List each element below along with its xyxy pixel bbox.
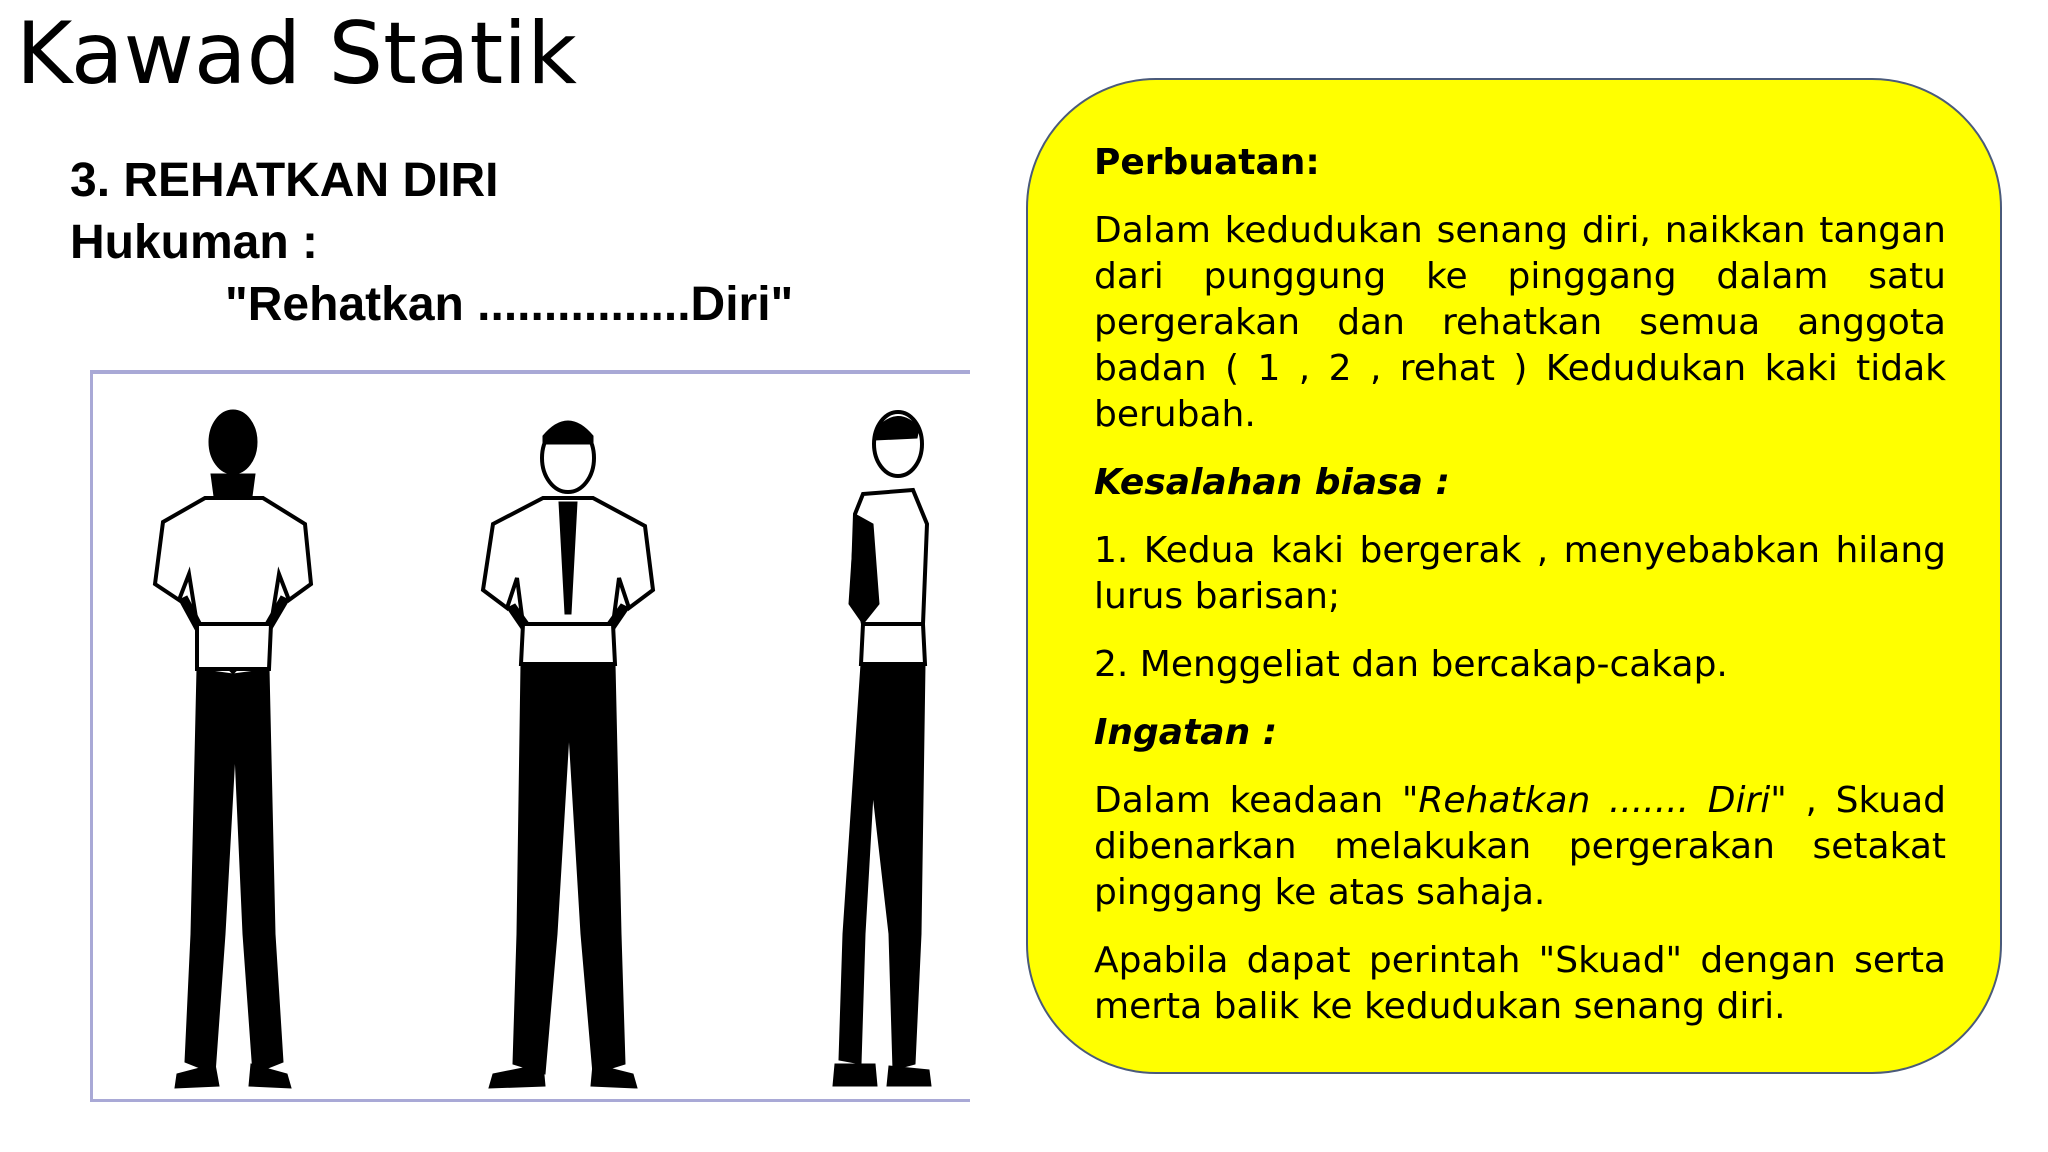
perbuatan-heading [1094, 140, 1946, 186]
ingatan-heading: Ingatan : [1094, 712, 1278, 753]
heading-command: "Rehatkan ................Diri" [225, 278, 794, 331]
ingatan-item-1 [1094, 778, 1946, 916]
ingatan-1-italic: Rehatkan ....... Diri [1418, 780, 1771, 821]
figure-front-view [483, 421, 653, 1088]
kesalahan-item-1: 1. Kedua kaki bergerak , menyebabkan hilang lurus barisan; [1094, 530, 1946, 617]
slide-title: Kawad Statik [16, 4, 577, 104]
figure-back-view [155, 410, 311, 1088]
kesalahan-item-2: 2. Menggeliat dan bercakap-cakap. [1094, 644, 1728, 685]
ingatan-1-post: " , Skuad dibenarkan melakukan pergerakan setakat pinggang ke atas sahaja. [1094, 780, 1946, 913]
info-content [1094, 140, 1946, 1052]
heading-number-title: 3. REHATKAN DIRI [70, 154, 499, 207]
perbuatan-text: Dalam kedudukan senang diri, naikkan tangan dari punggung ke pinggang dalam satu pergerakan dan rehatkan semua anggota badan ( 1 , 2 , rehat ) Kedudukan kaki tidak berubah. [1094, 210, 1946, 435]
figure-side-view [833, 412, 931, 1086]
perbuatan-heading-text: Perbuatan: [1094, 142, 1320, 183]
illustration-frame [90, 370, 970, 1102]
section-heading [70, 150, 793, 336]
posture-illustration [93, 374, 973, 1106]
info-box [1026, 78, 2002, 1074]
ingatan-item-2: Apabila dapat perintah "Skuad" dengan serta merta balik ke kedudukan senang diri. [1094, 940, 1946, 1027]
kesalahan-heading: Kesalahan biasa : [1094, 462, 1450, 503]
ingatan-1-pre: Dalam keadaan " [1094, 780, 1419, 821]
heading-hukuman: Hukuman : [70, 216, 319, 269]
